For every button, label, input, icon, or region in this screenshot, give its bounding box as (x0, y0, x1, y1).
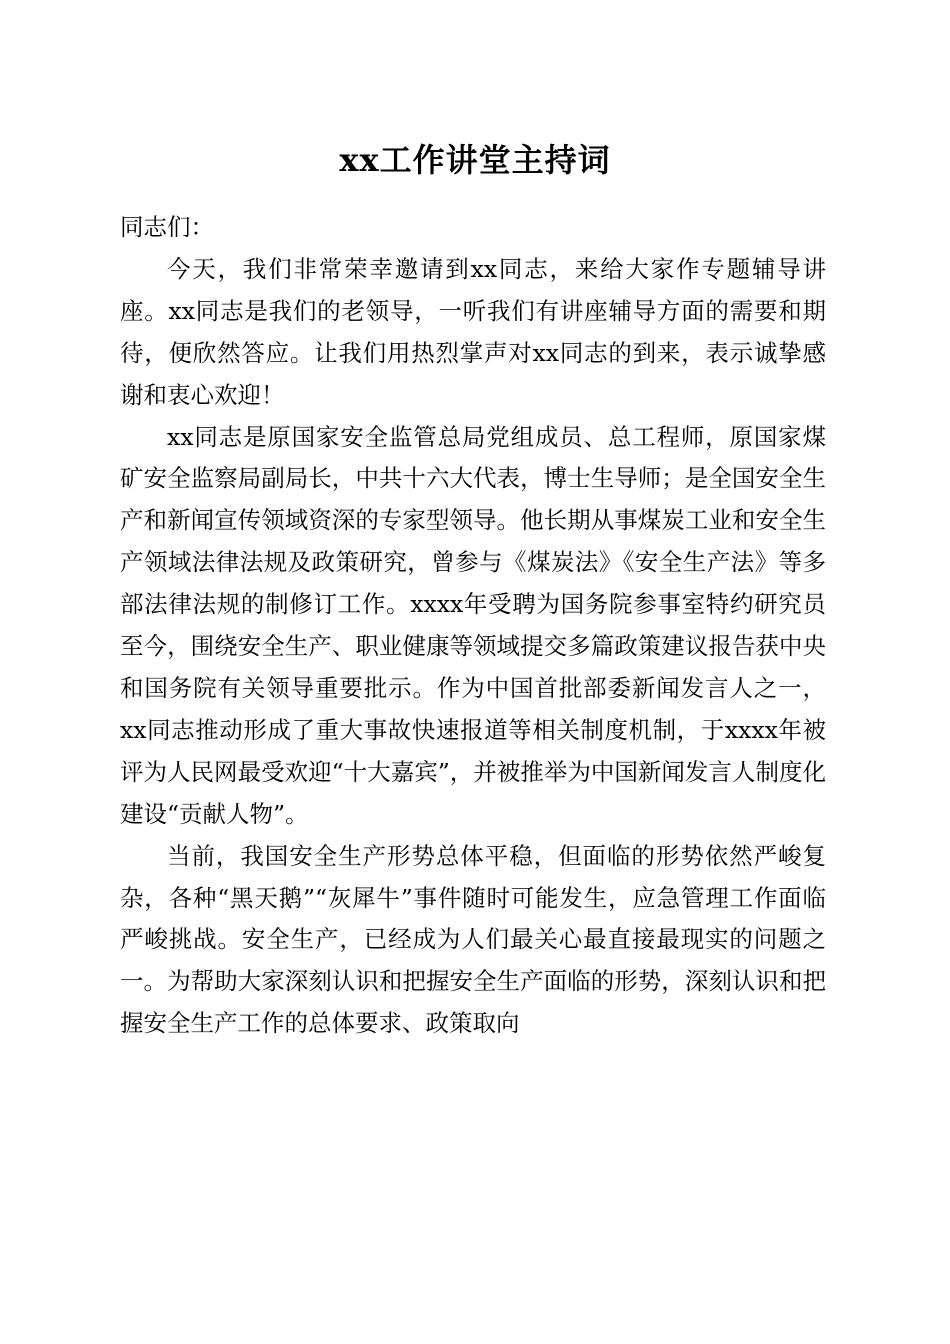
document-body (120, 207, 826, 1045)
paragraph-safety-situation: 当前，我国安全生产形势总体平稳，但面临的形势依然严峻复杂，各种“黑天鹅”“灰犀牛”事件随时可能发生，应急管理工作面临严峻挑战。安全生产，已经成为人们最关心最直接最现实的问题之一。为帮助大家深刻认识和把握安全生产面临的形势，深刻认识和把握安全生产工作的总体要求、政策取向 (120, 841, 826, 1038)
paragraph-speaker-bio: xx同志是原国家安全监管总局党组成员、总工程师，原国家煤矿安全监察局副局长，中共十六大代表，博士生导师；是全国安全生产和新闻宣传领域资深的专家型领导。他长期从事煤炭工业和安全生产领域法律法规及政策研究，曾参与《煤炭法》《安全生产法》等多部法律法规的制修订工作。xxxx年受聘为国务院参事室特约研究员至今，围绕安全生产、职业健康等领域提交多篇政策建议报告获中央和国务院有关领导重要批示。作为中国首批部委新闻发言人之一，xx同志推动形成了重大事故快速报道等相关制度机制，于xxxx年被评为人民网最受欢迎“十大嘉宾”，并被推举为中国新闻发言人制度化建设“贡献人物”。 (120, 422, 826, 828)
paragraph-welcome: 今天，我们非常荣幸邀请到xx同志，来给大家作专题辅导讲座。xx同志是我们的老领导，一听我们有讲座辅导方面的需要和期待，便欣然答应。让我们用热烈掌声对xx同志的到来，表示诚挚感谢和衷心欢迎！ (120, 254, 826, 409)
salutation: 同志们： (120, 213, 214, 241)
document-title: xx工作讲堂主持词 (339, 141, 611, 179)
